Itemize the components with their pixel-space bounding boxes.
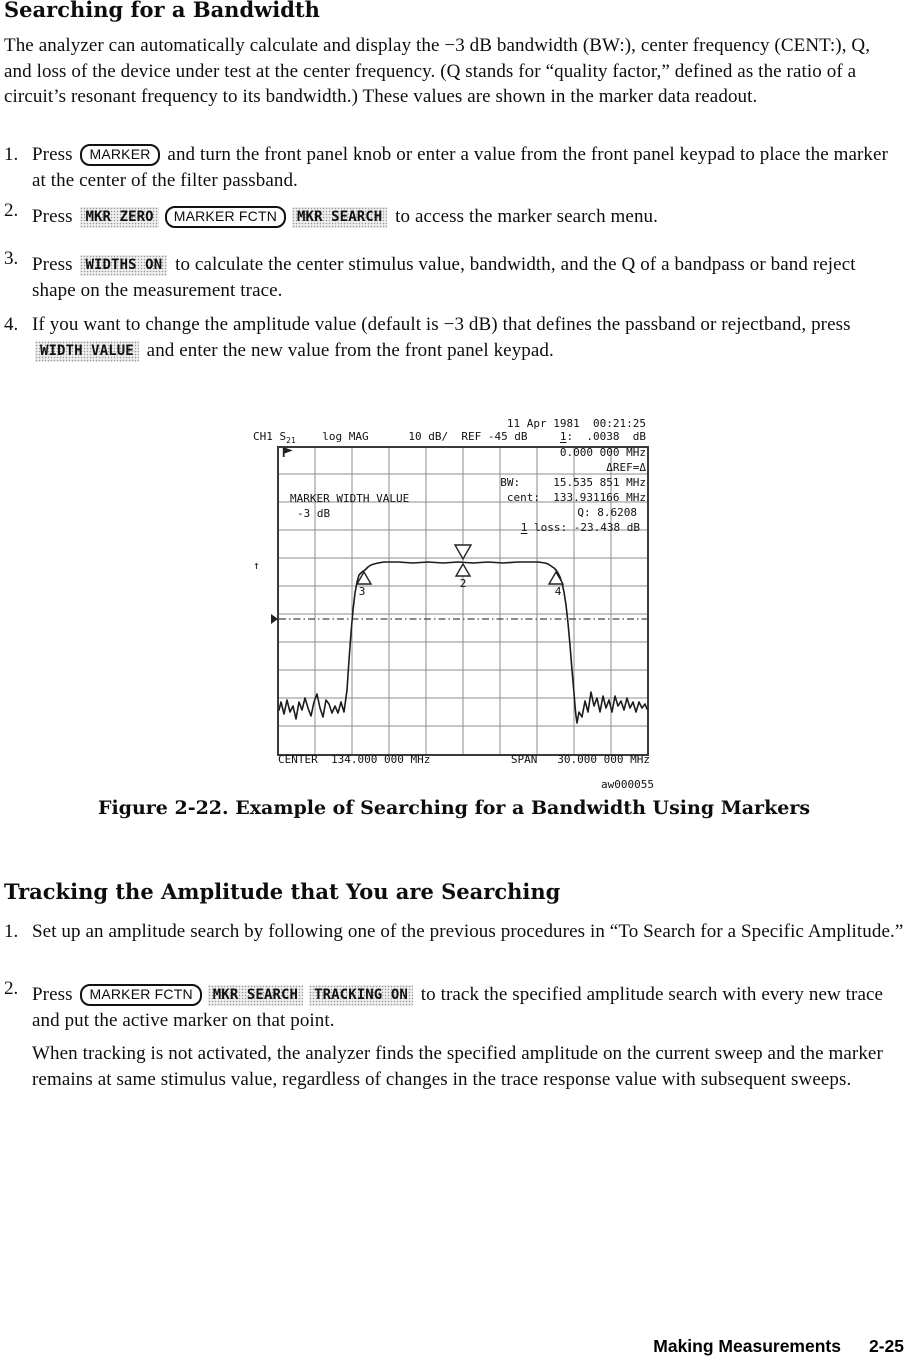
step-text (32, 982, 904, 1033)
step-text-run: Press (32, 254, 78, 275)
plot-id: aw000055 (601, 778, 654, 791)
hardkey-marker: MARKER (80, 144, 159, 166)
screen-timestamp: 11 Apr 1981 00:21:25 (506, 417, 646, 430)
step-text (32, 142, 904, 193)
figure-caption: Figure 2-22. Example of Searching for a Bandwidth Using Markers (97, 797, 811, 819)
step-number: 4. (4, 314, 19, 335)
marker-width-value-label: MARKER WIDTH VALUE (290, 492, 410, 505)
step-text (32, 204, 658, 230)
section-heading-tracking: Tracking the Amplitude that You are Searching (4, 879, 561, 904)
step-3 (4, 248, 904, 303)
tracking-step-1 (4, 919, 904, 945)
marker-2-label: 2 (459, 577, 467, 590)
center-freq-readout: cent: 133.931166 MHz (506, 491, 646, 504)
step-text (32, 312, 904, 363)
step-number: 3. (4, 248, 19, 269)
tracking-note-paragraph: When tracking is not activated, the analyzer finds the specified amplitude on the current sweep and the marker remains at same stimulus value, regardless of changes in the trace response value with subsequent sweeps. (32, 1043, 883, 1090)
step-text-run: to access the marker search menu. (390, 206, 659, 227)
step-text-run: and enter the new value from the front panel keypad. (141, 339, 554, 361)
footer-page-number: 2-25 (868, 1336, 904, 1356)
reference-position-pointer-icon (271, 614, 278, 624)
step-text (32, 919, 903, 945)
step-number: 1. (4, 144, 19, 165)
channel-trace-settings (253, 430, 528, 447)
step-text-run: Press (32, 984, 78, 1005)
softkey-mkr-search: MKR SEARCH (292, 207, 387, 228)
bandwidth-readout: BW: 15.535 851 MHz (500, 476, 646, 489)
step-number: 1. (4, 921, 19, 942)
width-value-setting: -3 dB (297, 507, 331, 520)
tracking-step-2 (4, 978, 904, 1033)
step-text-run: Press (32, 144, 78, 165)
active-marker-readout (560, 430, 646, 443)
up-arrow-icon: ↑ (253, 559, 260, 572)
marker-frequency-readout: 0.000 000 MHz (559, 446, 646, 459)
delta-ref-readout: ΔREF=Δ (606, 461, 646, 474)
step-number: 2. (4, 200, 19, 221)
marker-3-label: 3 (358, 585, 366, 598)
active-marker-down-triangle-icon (455, 545, 471, 559)
page-footer (653, 1336, 904, 1357)
step-1 (4, 142, 904, 193)
section-heading-bandwidth: Searching for a Bandwidth (4, 0, 320, 22)
hardkey-marker-fctn: MARKER FCTN (165, 206, 286, 228)
footer-section-title: Making Measurements (653, 1336, 841, 1356)
softkey-widths-on: WIDTHS ON (80, 255, 167, 276)
active-marker-value: : .0038 dB (566, 430, 646, 443)
softkey-mkr-zero: MKR ZERO (80, 207, 158, 228)
q-readout: Q: 8.6208 (577, 506, 637, 519)
marker-flag-icon (283, 448, 291, 457)
intro-paragraph: The analyzer can automatically calculate and display the −3 dB bandwidth (BW:), center frequency (CENT:), Q, and loss of the device under test at the center frequency. (Q stands for “quality factor,” defined as the ratio of a circuit’s resonant frequency to its bandwidth.) These values are shown in the marker data readout. (4, 35, 871, 107)
hardkey-marker-fctn: MARKER FCTN (80, 984, 201, 1006)
softkey-mkr-search: MKR SEARCH (208, 985, 303, 1006)
softkey-tracking-on: TRACKING ON (309, 985, 413, 1006)
step-4 (4, 312, 904, 363)
marker-4-label: 4 (554, 585, 562, 598)
step-text-run: to calculate the center stimulus value, bandwidth, and the Q of a bandpass or band reject shape on the measurement trace. (32, 254, 856, 301)
step-text-run: If you want to change the amplitude value (default is −3 dB) that defines the passband or rejectband, press (32, 314, 851, 335)
format-scale-ref: log MAG 10 dB/ REF -45 dB (295, 430, 528, 443)
step-text-run: Press (32, 206, 78, 227)
step-2 (4, 200, 904, 230)
active-marker-number: 1 (559, 430, 567, 443)
analyzer-screen-figure (0, 416, 908, 796)
step-text (32, 252, 904, 303)
center-frequency-label: CENTER 134.000 000 MHz (278, 753, 431, 766)
step-text-run: to track the specified amplitude search with every new trace and put the active marker on that point. (32, 984, 884, 1031)
loss-value: loss: -23.438 dB (527, 521, 640, 534)
step-text-run: Set up an amplitude search by following one of the previous procedures in “To Search for a Specific Amplitude.” (32, 921, 904, 942)
softkey-width-value: WIDTH VALUE (35, 341, 139, 362)
marker-2-triangle-icon (456, 564, 470, 576)
step-text-run: and turn the front panel knob or enter a value from the front panel keypad to place the marker at the center of the filter passband. (32, 144, 888, 191)
step-number: 2. (4, 978, 19, 999)
loss-readout (521, 521, 640, 534)
channel-label: CH1 S (253, 430, 287, 443)
loss-marker-number: 1 (520, 521, 528, 534)
s-parameter-subscript: 21 (286, 436, 296, 446)
span-label: SPAN 30.000 000 MHz (510, 753, 650, 766)
